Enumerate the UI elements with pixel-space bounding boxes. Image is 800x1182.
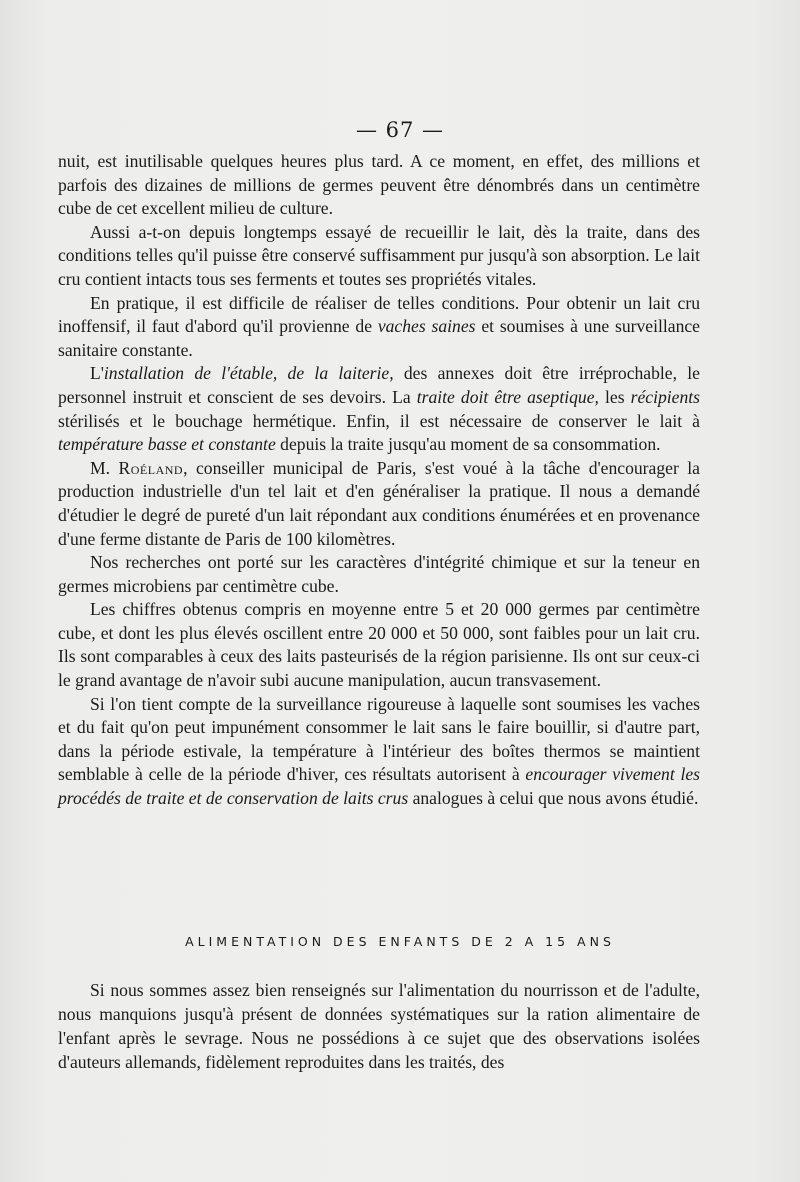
section-heading: ALIMENTATION DES ENFANTS DE 2 A 15 ANS — [185, 934, 615, 949]
p4-part-g: stérilisés et le bouchage hermétique. Enfin, il est nécessaire de conserver le lait à — [58, 410, 700, 431]
paragraph-1: nuit, est inutilisable quelques heures plus tard. A ce moment, en effet, des millions et parfois des dizaines de millions de germes peuvent être dénombrés dans un centimètre cube de cet excellent milieu de culture. — [58, 151, 700, 219]
p4-italic-temperature: température basse et constante — [58, 434, 276, 455]
paragraph-7: Les chiffres obtenus compris en moyenne entre 5 et 20 000 germes par centimètre cube, et dont les plus élevés oscillent entre 20 000 et 50 000, sont faibles pour un lait cru. Ils sont comparables à ceux des laits pasteurisés de la région parisienne. Ils ont sur ceux-ci le grand avantage de n'avoir subi aucune manipulation, aucun transvasement. — [58, 599, 700, 691]
p4-italic-installation: installation de l'étable, de la laiterie, — [103, 363, 394, 384]
p5-name-roeland: Roéland — [118, 457, 184, 478]
paragraph-3-text-end: et soumises à une surveillance sanitaire constante. — [58, 316, 700, 360]
body-text — [58, 150, 700, 811]
section-paragraph: Si nous sommes assez bien renseignés sur l'alimentation du nourrisson et de l'adulte, nous manquions jusqu'à présent de données systématiques sur la ration alimentaire de l'enfant après le sevrage. Nous ne possédions à ce sujet que des observations isolées d'auteurs allemands, fidèlement reproduites dans les traités, des — [58, 980, 700, 1072]
p5-part-a: M. — [90, 457, 119, 478]
p4-part-i: depuis la traite jusqu'au moment de sa consommation. — [275, 434, 661, 455]
paragraph-5 — [58, 457, 700, 551]
paragraph-3-text: En pratique, il est difficile de réaliser de telles conditions. Pour obtenir un lait cru inoffensif, il faut d'abord qu'il provienne de — [58, 292, 700, 337]
p5-part-c: , conseiller municipal de Paris, s'est voué à la tâche d'encourager la production industrielle d'un tel lait et d'en généraliser la pratique. Il nous a demandé d'étudier le degré de pureté d'un lait répondant aux conditions énumérées et en provenance d'une ferme distante de Paris de 100 kilomètres. — [58, 457, 700, 549]
p4-part-a: L' — [90, 363, 104, 384]
p8-part-a: Si l'on tient compte de la surveillance rigoureuse à laquelle sont soumises les vaches et du fait qu'on peut impunément consommer le lait sans le faire bouillir, si d'autre part, dans la période estivale, la température à l'intérieur des boîtes thermos se maintient semblable à celle de la période d'hiver, ces résultats autorisent à — [58, 693, 700, 785]
page-number: — 67 — — [355, 118, 445, 142]
paragraph-2: Aussi a-t-on depuis longtemps essayé de recueillir le lait, dès la traite, dans des conditions telles qu'il puisse être conservé suffisamment pur jusqu'à son absorption. Le lait cru contient intacts tous ses ferments et toutes ses propriétés vitales. — [58, 221, 700, 289]
paragraph-3-italic: vaches saines — [377, 316, 476, 337]
p4-part-c: des annexes doit être irréprochable, le personnel instruit et conscient de ses devoirs. La — [58, 363, 700, 407]
paragraph-4 — [58, 362, 700, 456]
section-text — [58, 978, 700, 1074]
paragraph-6: Nos recherches ont porté sur les caractères d'intégrité chimique et sur la teneur en germes microbiens par centimètre cube. — [58, 552, 700, 596]
p4-italic-traite: traite doit être aseptique, — [416, 386, 599, 407]
p8-italic: encourager vivement les procédés de traite et de conservation de laits crus — [58, 764, 700, 809]
paragraph-3 — [58, 292, 700, 363]
p4-part-e: les — [598, 386, 631, 407]
paragraph-8 — [58, 693, 700, 811]
p8-part-c: analogues à celui que nous avons étudié. — [408, 788, 699, 809]
p4-italic-recipients: récipients — [630, 386, 700, 407]
